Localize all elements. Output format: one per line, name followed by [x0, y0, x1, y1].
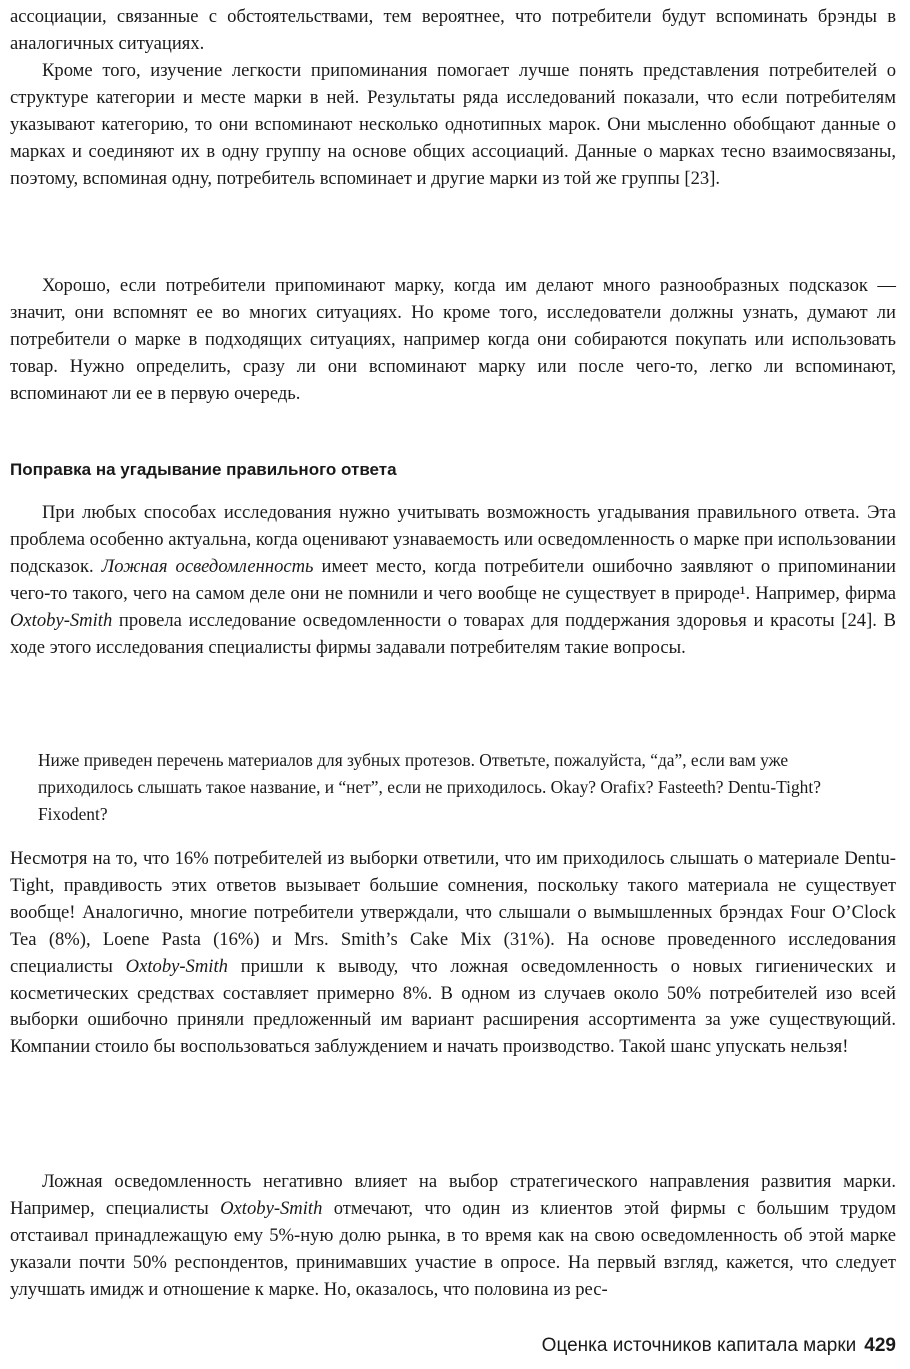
paragraph-4	[10, 500, 896, 661]
paragraph-5-text-b: пришли к выводу, что ложная осведомленность о новых гигиенических и косметических средствах составляет примерно 8%. В одном из случаев около 50% потребителей изо всей выборки ошибочно приняли предложенный им вариант расширения ассортимента за уже существующий. Компании стоило бы воспользоваться заблуждением и начать производство. Такой шанс упускать нельзя!	[10, 955, 896, 1058]
paragraph-4-text-c: провела исследование осведомленности о товарах для поддержания здоровья и красоты [24]. В ходе этого исследования специалисты фирмы задавали потребителям такие вопросы.	[10, 609, 896, 658]
paragraph-4-text-b: имеет место, когда потребители ошибочно заявляют о припоминании чего-то такого, чего на самом деле они не помнили и чего вообще не существует в природе¹. Например, фирма	[10, 555, 896, 604]
paragraph-1: ассоциации, связанные с обстоятельствами, тем вероятнее, что потребители будут вспоминать брэнды в аналогичных ситуациях.	[10, 6, 896, 54]
paragraph-6	[10, 1169, 896, 1304]
company-name: Oxtoby-Smith	[220, 1197, 323, 1219]
paragraph-2: Кроме того, изучение легкости припоминания помогает лучше понять представления потребителей о структуре категории и месте марки в ней. Результаты ряда исследований показали, что если потребителям указывают категорию, то они вспоминают несколько однотипных марок. Они мысленно обобщают данные о марках и соединяют их в одну группу на основе общих ассоциаций. Данные о марках тесно взаимосвязаны, поэтому, вспоминая одну, потребитель вспоминает и другие марки из той же группы [23].	[10, 60, 896, 189]
footer-title: Оценка источников капитала марки	[541, 1335, 857, 1356]
paragraph-4-text-a: При любых способах исследования нужно учитывать возможность угадывания правильного ответа. Эта проблема особенно актуальна, когда оценивают узнаваемость или осведомленность о марке при использовании подсказок.	[10, 502, 896, 577]
page-number: 429	[864, 1335, 896, 1356]
paragraph-5-text-a: Несмотря на то, что 16% потребителей из выборки ответили, что им приходилось слышать о материале Dentu-Tight, правдивость этих ответов вызывает большие сомнения, поскольку такого материала не существует вообще! Аналогично, многие потребители утверждали, что слышали о вымышленных брэндах Four O’Clock Tea (8%), Loene Pasta (16%) и Mrs. Smith’s Cake Mix (31%). На основе проведенного исследования специалисты	[10, 848, 896, 977]
paragraph-5	[10, 846, 896, 1061]
section-heading: Поправка на угадывание правильного ответа	[10, 460, 397, 479]
running-footer	[542, 1333, 896, 1359]
paragraph-6-text-a: Ложная осведомленность негативно влияет на выбор стратегического направления развития марки. Например, специалисты	[10, 1171, 896, 1219]
paragraph-6-text-b: отмечают, что один из клиентов этой фирмы с большим трудом отстаивал принадлежащую ему 5%-ную долю рынка, в то время как на свою осведомленность об этой марке указали почти 50% респондентов, принимавших участие в опросе. На первый взгляд, кажется, что следует улучшать имидж и отношение к марке. Но, оказалось, что половина из рес-	[10, 1197, 896, 1300]
paragraph-3: Хорошо, если потребители припоминают марку, когда им делают много разнообразных подсказок — значит, они вспомнят ее во многих ситуациях. Но кроме того, исследователи должны узнать, думают ли потребители о марке в подходящих ситуациях, например когда они собираются покупать или использовать товар. Нужно определить, сразу ли они вспоминают марку или после чего-то, легко ли вспоминают, вспоминают ли ее в первую очередь.	[10, 275, 896, 404]
company-name: Oxtoby-Smith	[10, 609, 113, 631]
term-false-awareness: Ложная осведомленность	[101, 555, 314, 577]
survey-question-quote: Ниже приведен перечень материалов для зубных протезов. Ответьте, пожалуйста, “да”, если вам уже приходилось слышать такое название, и “нет”, если не приходилось. Okay? Orafix? Fasteeth? Dentu-Tight? Fixodent?	[38, 750, 821, 824]
company-name: Oxtoby-Smith	[125, 955, 228, 977]
